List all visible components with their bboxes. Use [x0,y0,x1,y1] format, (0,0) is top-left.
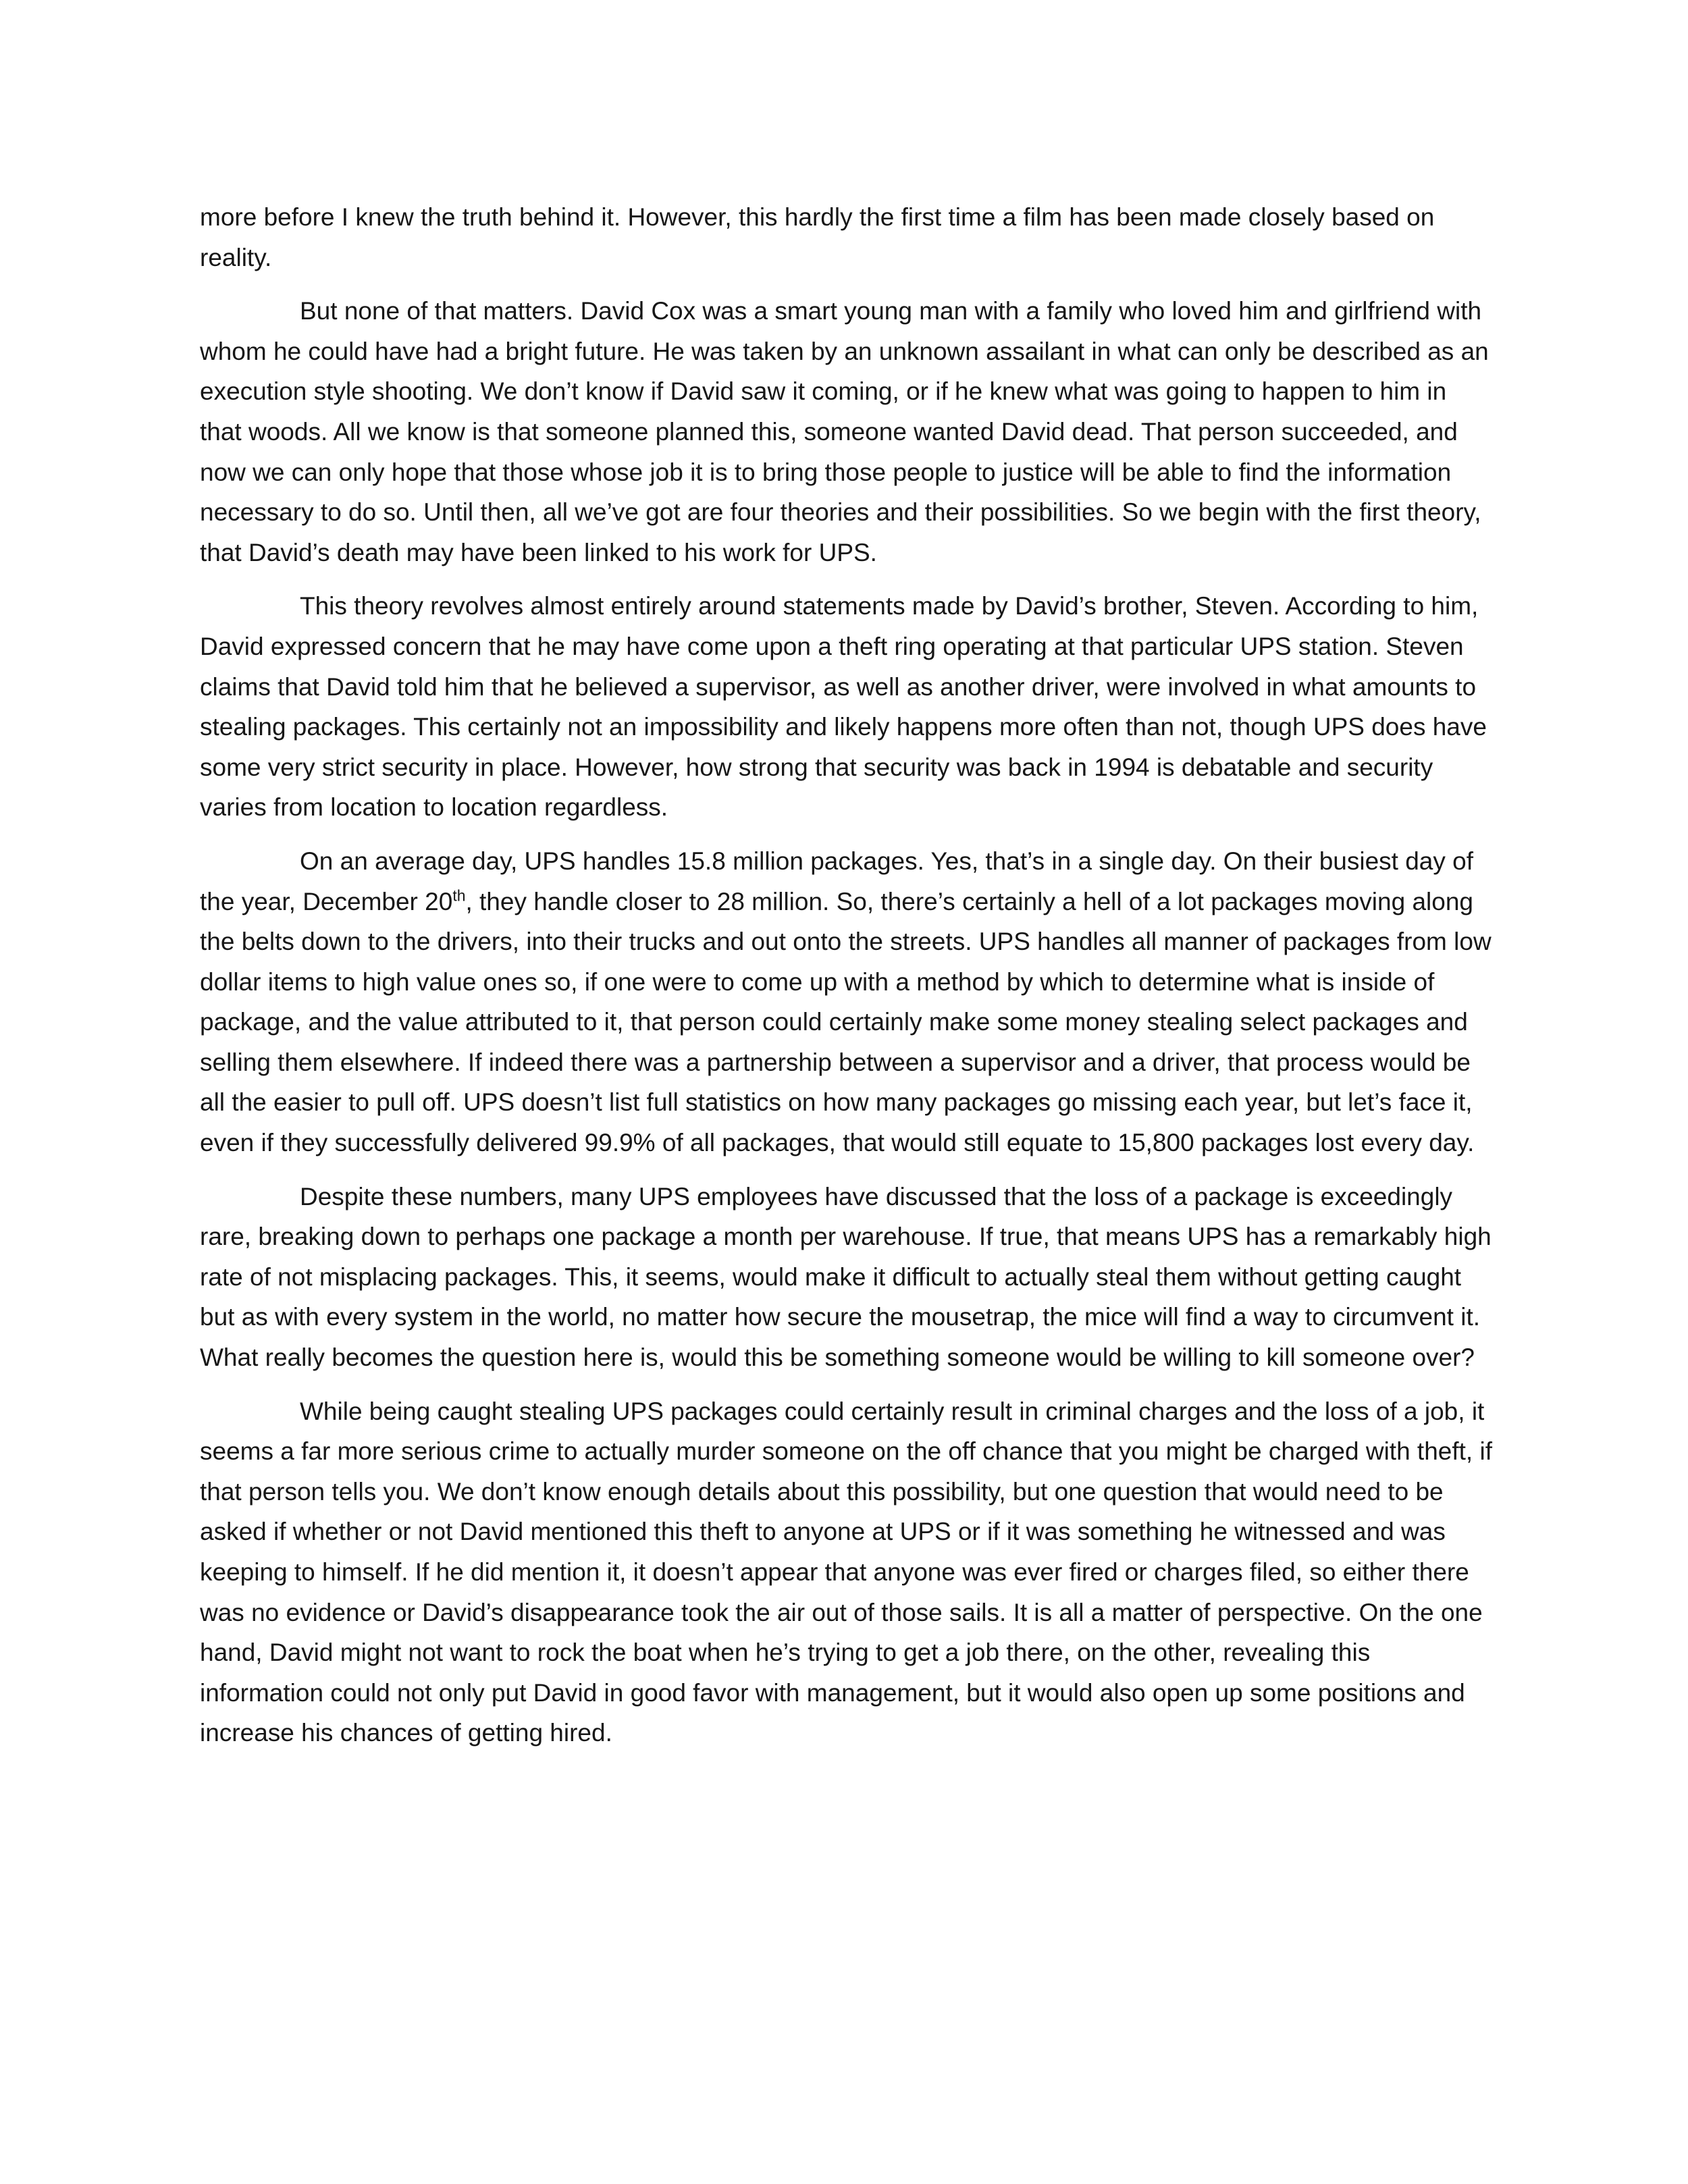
paragraph-continuation: more before I knew the truth behind it. However, this hardly the first time a film has been made closely based on reality. [200,203,1435,271]
document-page [200,197,1495,1767]
paragraph-david-cox-background: But none of that matters. David Cox was a smart young man with a family who loved him and girlfriend with whom he could have had a bright future. He was taken by an unknown assailant in what can only be described as an execution style shooting. We don’t know if David saw it coming, or if he knew what was going to happen to him in that woods. All we know is that someone planned this, someone wanted David dead. That person succeeded, and now we can only hope that those whose job it is to bring those people to justice will be able to find the information necessary to do so. Until then, all we’ve got are four theories and their possibilities. So we begin with the first theory, that David’s death may have been linked to his work for UPS. [200,297,1489,566]
ordinal-superscript: th [452,886,466,905]
paragraph-motive-perspective: While being caught stealing UPS packages could certainly result in criminal charges and the loss of a job, it seems a far more serious crime to actually murder someone on the off chance that you might be charged with theft, if that person tells you. We don’t know enough details about this possibility, but one question that would need to be asked if whether or not David mentioned this theft to anyone at UPS or if it was something he witnessed and was keeping to himself. If he did mention it, it doesn’t appear that anyone was ever fired or charges filed, so either there was no evidence or David’s disappearance took the air out of those sails. It is all a matter of perspective. On the one hand, David might not want to rock the boat when he’s trying to get a job there, on the other, revealing this information could not only put David in good favor with management, but it would also open up some positions and increase his chances of getting hired. [200,1397,1492,1747]
paragraph-text-before-superscript: On an average day, UPS handles 15.8 million packages. Yes, that’s in a single day. On their busiest day of the year, December 20 [200,847,1474,915]
paragraph-theft-theory: This theory revolves almost entirely around statements made by David’s brother, Steven. According to him, David expressed concern that he may have come upon a theft ring operating at that particular UPS station. Steven claims that David told him that he believed a supervisor, as well as another driver, were involved in what amounts to stealing packages. This certainly not an impossibility and likely happens more often than not, though UPS does have some very strict security in place. However, how strong that security was back in 1994 is debatable and security varies from location to location regardless. [200,592,1487,822]
paragraph-package-statistics [200,841,1495,1163]
paragraph-loss-rarity: Despite these numbers, many UPS employees have discussed that the loss of a package is exceedingly rare, breaking down to perhaps one package a month per warehouse. If true, that means UPS has a remarkably high rate of not misplacing packages. This, it seems, would make it difficult to actually steal them without getting caught but as with every system in the world, no matter how secure the mousetrap, the mice will find a way to circumvent it. What really becomes the question here is, would this be something someone would be willing to kill someone over? [200,1182,1492,1372]
paragraph-text-after-superscript: , they handle closer to 28 million. So, there’s certainly a hell of a lot packages moving along the belts down to the drivers, into their trucks and out onto the streets. UPS handles all manner of packages from low dollar items to high value ones so, if one were to come up with a method by which to determine what is inside of package, and the value attributed to it, that person could certainly make some money stealing select packages and selling them elsewhere. If indeed there was a partnership between a supervisor and a driver, that process would be all the easier to pull off. UPS doesn’t list full statistics on how many packages go missing each year, but let’s face it, even if they successfully delivered 99.9% of all packages, that would still equate to 15,800 packages lost every day. [200,887,1492,1157]
